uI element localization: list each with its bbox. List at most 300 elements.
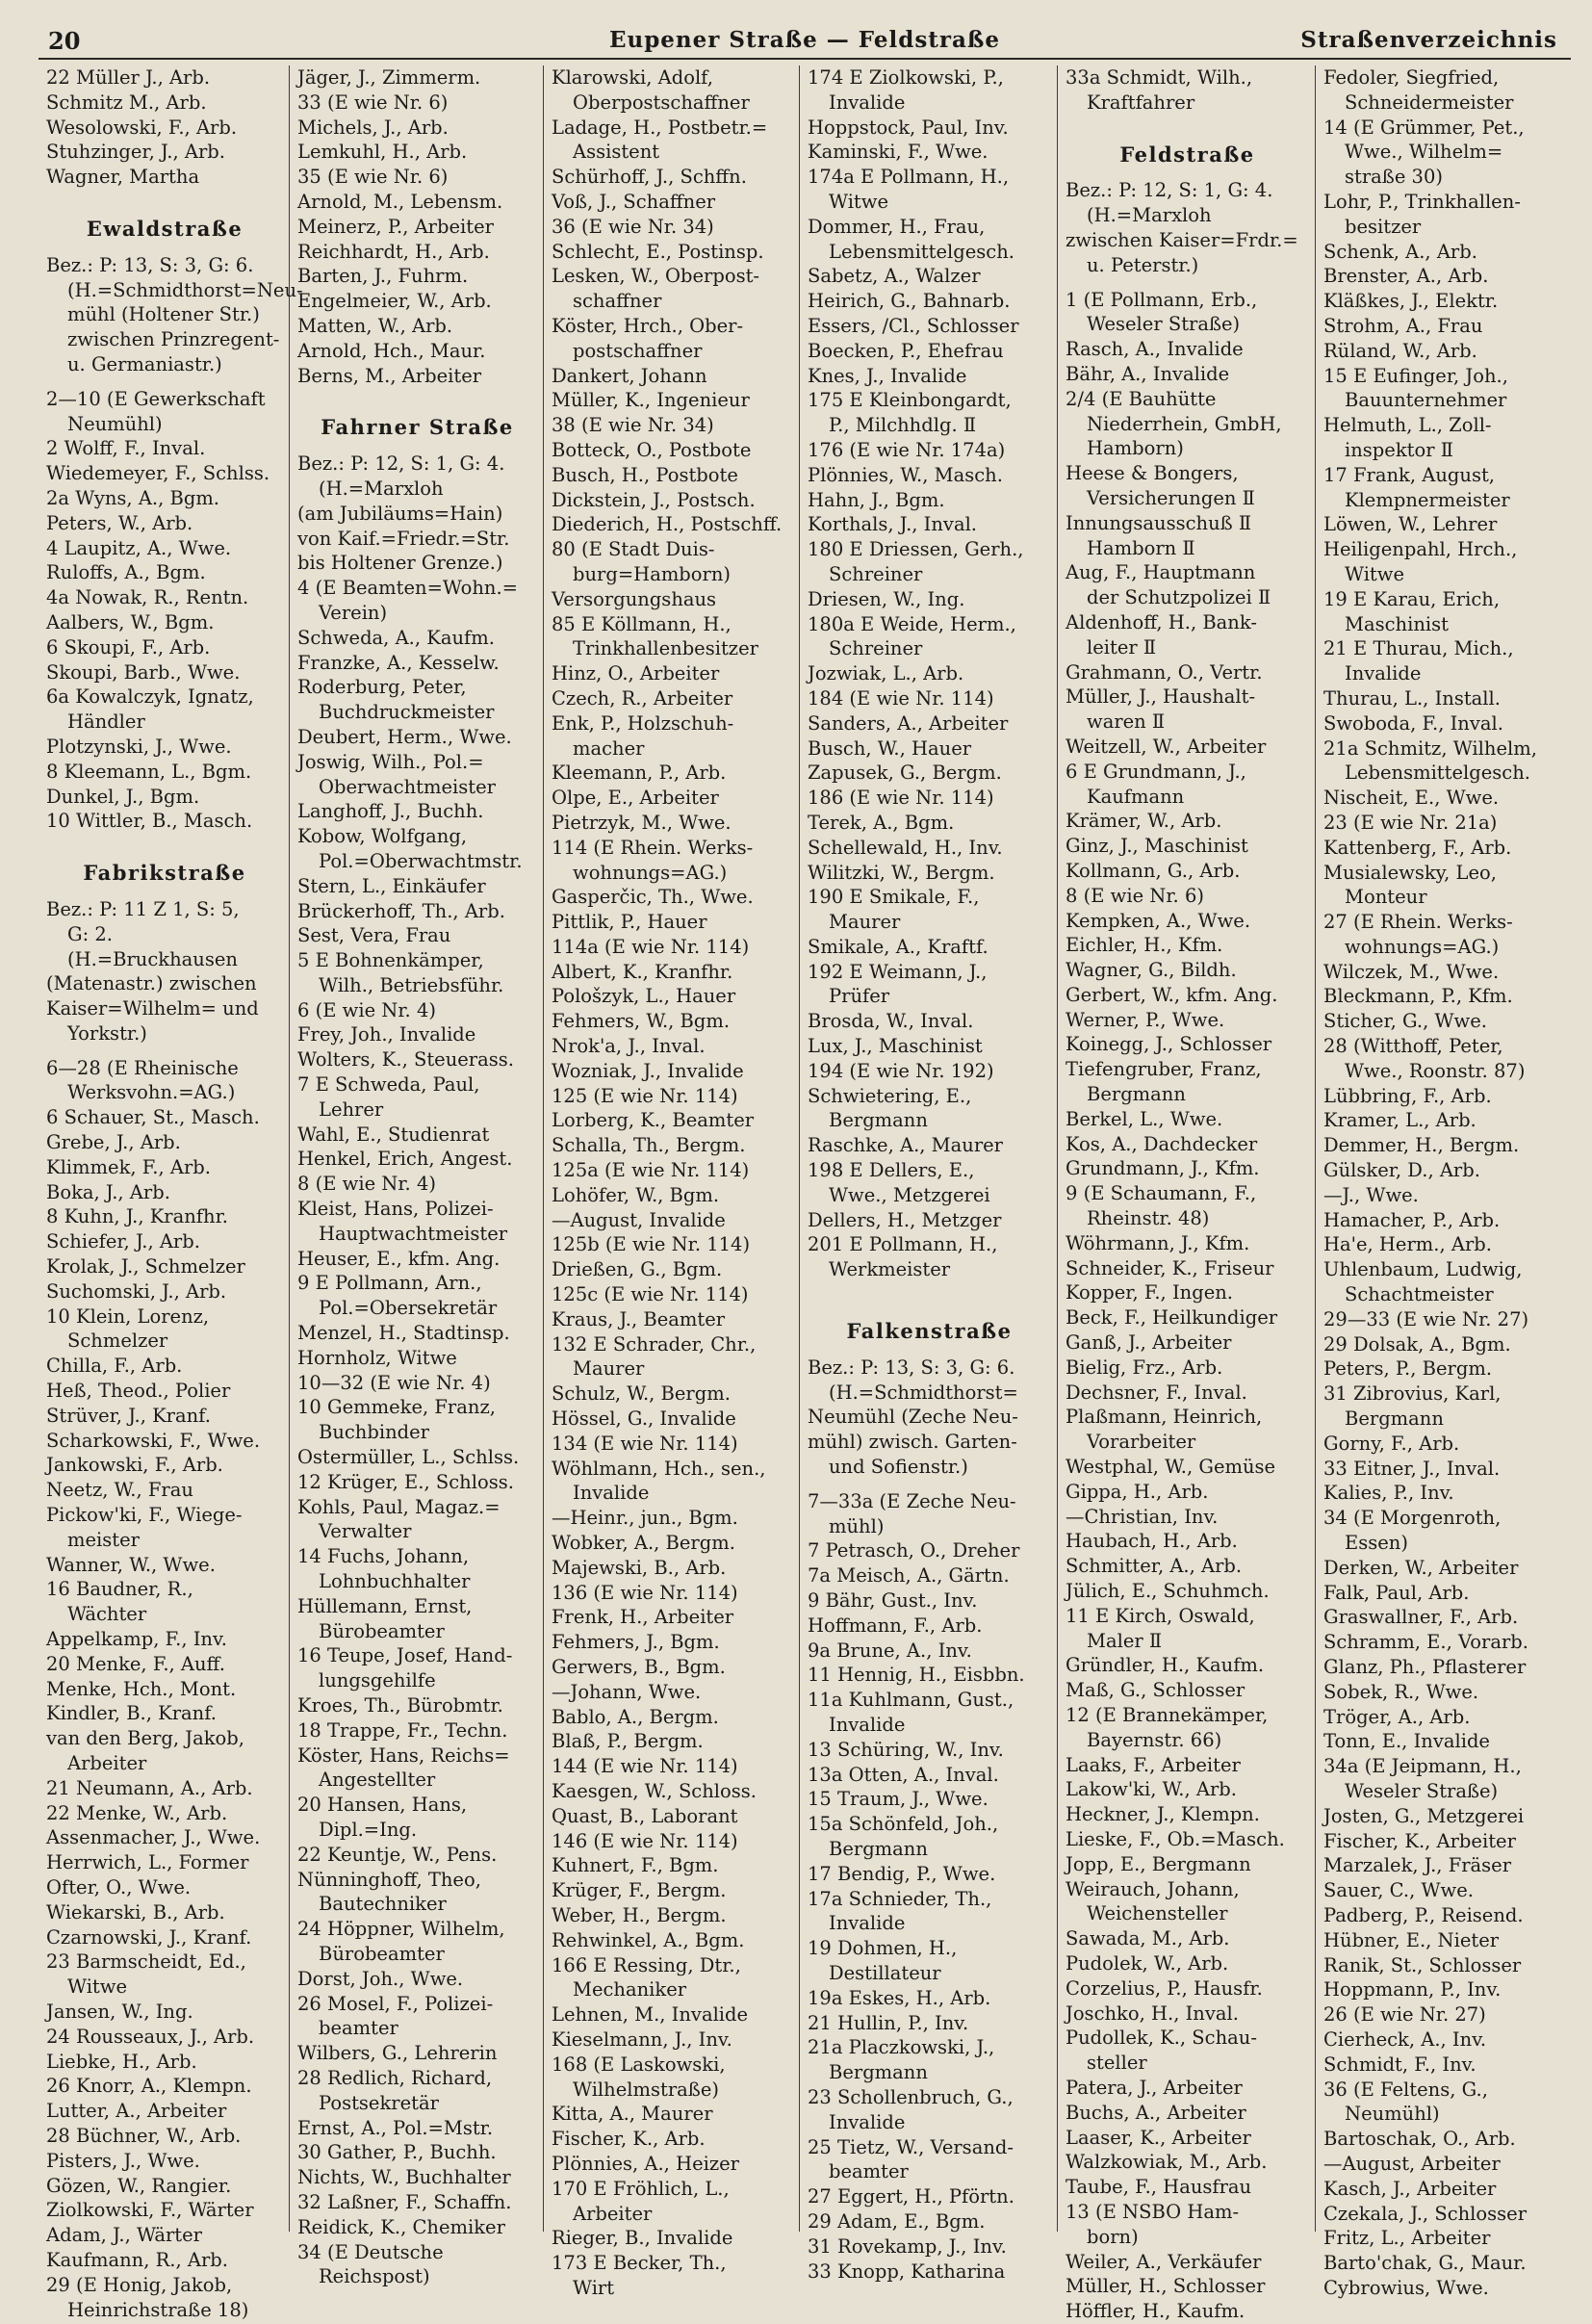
directory-entry: 8 Kleemann, L., Bgm. [46,760,252,783]
directory-entry: Schramm, E., Vorarb. [1323,1631,1528,1654]
directory-entry: Arnold, Hch., Maur. [297,339,486,362]
directory-entry: Dunkel, J., Bgm. [46,785,200,808]
directory-entry: 15 Traum, J., Wwe. [808,1788,989,1811]
directory-entry: Hoppstock, Paul, Inv. [808,116,1009,139]
directory-entry: Kaiser=Wilhelm= und [46,997,259,1020]
directory-entry: Kramer, L., Arb. [1323,1109,1476,1132]
directory-entry: Graswallner, F., Arb. [1323,1606,1519,1629]
directory-entry: Nichts, W., Buchhalter [297,2166,511,2189]
directory-entry: Blaß, P., Bergm. [552,1730,704,1753]
directory-entry: Sest, Vera, Frau [297,924,451,947]
entry-continuation: Assistent [573,141,660,164]
directory-entry: Gülsker, D., Arb. [1323,1159,1480,1182]
directory-entry: 10 Gemmeke, Franz, [297,1396,496,1419]
directory-entry: Löwen, W., Lehrer [1323,513,1498,536]
entry-continuation: mühl (Holtener Str.) [67,303,260,326]
directory-entry: 114 (E Rhein. Werks- [552,836,754,859]
directory-entry: 33 (E wie Nr. 6) [297,90,449,114]
directory-entry: 180 E Driessen, Gerh., [808,538,1024,561]
directory-entry: Lehnen, M., Invalide [552,2003,749,2027]
column-6 [1315,65,1571,2299]
directory-entry: 19a Eskes, H., Arb. [808,1986,991,2009]
directory-entry: 26 (E wie Nr. 27) [1323,2003,1486,2027]
entry-continuation: der Schutzpolizei Ⅱ [1087,586,1271,609]
directory-entry: Köster, Hans, Reichs= [297,1743,510,1767]
directory-entry: Werner, P., Wwe. [1066,1008,1225,1031]
directory-entry: 26 Knorr, A., Klempn. [46,2075,252,2098]
directory-entry: 7—33a (E Zeche Neu- [808,1489,1016,1512]
directory-entry: Hoppmann, P., Inv. [1323,1978,1502,2001]
directory-entry: Grahmann, O., Vertr. [1066,660,1263,684]
directory-entry: 173 E Becker, Th., [552,2252,727,2275]
directory-entry: 20 Hansen, Hans, [297,1794,468,1817]
directory-entry: Sobek, R., Wwe. [1323,1680,1479,1703]
directory-entry: Quast, B., Laborant [552,1804,738,1827]
directory-entry: Heckner, J., Klempn. [1066,1803,1260,1826]
entry-continuation: Schreiner [829,637,923,660]
directory-entry: Driesen, W., Ing. [808,587,965,610]
directory-entry: —August, Invalide [552,1208,726,1231]
directory-entry: Demmer, H., Bergm. [1323,1134,1520,1157]
directory-entry: Sanders, A., Arbeiter [808,711,1009,735]
directory-entry: 176 (E wie Nr. 174a) [808,438,1006,461]
directory-entry: Bez.: P: 12, S: 1, G: 4. [1066,179,1273,202]
directory-entry: Boecken, P., Ehefrau [808,339,1004,362]
entry-continuation: wohnungs=AG.) [1345,935,1500,958]
entry-continuation: Oberpostschaffner [573,90,750,114]
directory-entry: Westphal, W., Gemüse [1066,1456,1276,1479]
directory-entry: 28 Redlich, Richard, [297,2066,493,2089]
directory-entry: Cybrowius, Wwe. [1323,2276,1489,2299]
directory-entry: Schulz, W., Bergm. [552,1382,731,1406]
entry-continuation: Invalide [573,1482,650,1505]
spacer [46,377,283,387]
entry-continuation: Arbeiter [573,2202,653,2225]
directory-entry: Skoupi, Barb., Wwe. [46,660,241,684]
directory-entry: 10—32 (E wie Nr. 4) [297,1371,491,1394]
directory-entry: Bez.: P: 12, S: 1, G: 4. [297,452,505,476]
directory-entry: 29 (E Honig, Jakob, [46,2273,233,2296]
directory-entry: 24 Rousseaux, J., Arb. [46,2025,255,2048]
entry-continuation: Verein) [319,601,388,624]
directory-entry: Gippa, H., Arb. [1066,1480,1209,1503]
directory-entry: Menke, Hch., Mont. [46,1677,237,1700]
directory-entry: Wöhlmann, Hch., sen., [552,1457,766,1480]
directory-entry: Brückerhoff, Th., Arb. [297,899,505,922]
entry-continuation: Arbeiter [67,1752,147,1774]
entry-continuation: Dipl.=Ing. [319,1818,418,1841]
entry-continuation: Wwe., Metzgerei [829,1183,990,1206]
directory-entry: Pittlik, P., Hauer [552,911,707,934]
directory-entry: 175 E Kleinbongardt, [808,389,1012,412]
column-2 [289,65,543,2288]
directory-entry: Ha'e, Herm., Arb. [1323,1233,1492,1256]
directory-entry: Schmidt, F., Inv. [1323,2053,1476,2076]
directory-entry: Cierheck, A., Inv. [1323,2027,1487,2051]
entry-continuation: Mechaniker [573,1978,687,2001]
directory-entry: Adam, J., Wärter [46,2224,202,2247]
entry-continuation: Pol.=Obersekretär [319,1297,498,1320]
entry-continuation: Bayernstr. 66) [1087,1728,1222,1751]
directory-entry: Dorst, Joh., Wwe. [297,1967,464,1990]
directory-entry: Wanner, W., Wwe. [46,1553,216,1576]
directory-entry: Czekala, J., Schlosser [1323,2202,1528,2225]
directory-entry: Meinerz, P., Arbeiter [297,215,494,238]
directory-entry: Rasch, A., Invalide [1066,338,1244,361]
directory-entry: Pietrzyk, M., Wwe. [552,811,732,834]
directory-entry: Tröger, A., Arb. [1323,1705,1471,1728]
entry-continuation: Neumühl) [67,412,163,435]
entry-continuation: Werkmeister [829,1258,951,1281]
directory-entry: 144 (E wie Nr. 114) [552,1755,738,1778]
directory-entry: Ginz, J., Maschinist [1066,835,1248,858]
directory-entry: Derken, W., Arbeiter [1323,1556,1519,1579]
directory-entry: Ruloffs, A., Bgm. [46,561,206,584]
directory-entry: 33 Eitner, J., Inval. [1323,1457,1501,1480]
directory-entry: Bähr, A., Invalide [1066,362,1230,385]
directory-entry: Josten, G., Metzgerei [1323,1804,1525,1827]
directory-entry: Bablo, A., Bergm. [552,1705,719,1728]
directory-entry: 6 Schauer, St., Masch. [46,1106,260,1129]
directory-entry: 146 (E wie Nr. 114) [552,1829,738,1852]
directory-entry: Sticher, G., Wwe. [1323,1010,1487,1033]
directory-entry: Lorberg, K., Beamter [552,1109,755,1132]
directory-entry: Ernst, A., Pol.=Mstr. [297,2116,494,2139]
entry-continuation: Maschinist [1345,612,1449,635]
directory-entry: Klarowski, Adolf, [552,66,713,89]
directory-entry: 29 Adam, E., Bgm. [808,2209,986,2233]
directory-entry: Wiekarski, B., Arb. [46,1900,225,1924]
directory-entry: Ganß, J., Arbeiter [1066,1331,1232,1355]
directory-entry: Diederich, H., Postschff. [552,513,783,536]
directory-entry: Stern, L., Einkäufer [297,874,486,897]
directory-entry: 174 E Ziolkowski, P., [808,66,1004,89]
directory-entry: 11a Kuhlmann, Gust., [808,1689,1014,1712]
directory-entry: Henkel, Erich, Angest. [297,1148,513,1171]
directory-entry: Majewski, B., Arb. [552,1556,727,1579]
directory-entry: 34 (E Morgenroth, [1323,1507,1502,1530]
entry-continuation: Invalide [829,90,906,114]
entry-continuation: Wilhelmstraße) [573,2078,719,2101]
directory-entry: Fischer, K., Arb. [552,2128,706,2151]
directory-entry: Matten, W., Arb. [297,314,453,337]
directory-entry: Rehwinkel, A., Bgm. [552,1928,745,1951]
directory-entry: Grebe, J., Arb. [46,1131,181,1154]
entry-continuation: Kraftfahrer [1087,90,1195,114]
directory-entry: Wilitzki, W., Bergm. [808,861,995,884]
directory-entry: Uhlenbaum, Ludwig, [1323,1258,1523,1281]
directory-entry: Weirauch, Johann, [1066,1877,1240,1900]
running-title: Eupener Straße — Feldstraße [608,27,1001,53]
entry-continuation: Oberwachtmeister [319,775,496,798]
directory-entry: Krämer, W., Arb. [1066,810,1222,833]
entry-continuation: Klempnermeister [1345,488,1510,511]
directory-entry: 12 (E Brannekämper, [1066,1704,1269,1726]
entry-continuation: beamter [319,2017,398,2040]
directory-entry: Nischeit, E., Wwe. [1323,787,1500,810]
directory-entry: Lutter, A., Arbeiter [46,2100,227,2123]
directory-entry: Wesolowski, F., Arb. [46,116,238,139]
directory-entry: Corzelius, P., Hausfr. [1066,1976,1263,2000]
directory-entry: Hinz, O., Arbeiter [552,662,720,685]
directory-entry: Hornholz, Witwe [297,1346,457,1369]
section-title: Straßenverzeichnis [1300,27,1557,53]
directory-entry: Berns, M., Arbeiter [297,364,482,387]
directory-entry: Weitzell, W., Arbeiter [1066,735,1267,758]
directory-entry: Grundmann, J., Kfm. [1066,1157,1260,1180]
spacer [46,1046,283,1056]
directory-entry: Hössel, G., Invalide [552,1407,736,1431]
entry-continuation: u. Germaniastr.) [67,352,222,375]
directory-entry: Krolak, J., Schmelzer [46,1255,245,1278]
directory-entry: Lübbring, F., Arb. [1323,1084,1492,1107]
directory-entry: Glanz, Ph., Pflasterer [1323,1656,1527,1678]
directory-entry: Wilczek, M., Wwe. [1323,960,1500,983]
entry-continuation: Bürobeamter [319,1942,445,1965]
entry-continuation: Witwe [67,1975,128,1999]
directory-entry: 14 (E Grümmer, Pet., [1323,116,1525,139]
directory-entry: Kroes, Th., Bürobmtr. [297,1694,503,1717]
directory-entry: 125b (E wie Nr. 114) [552,1233,751,1256]
entry-continuation: Versicherungen Ⅱ [1087,486,1255,509]
directory-entry: Czech, R., Arbeiter [552,686,733,710]
entry-continuation: Witwe [829,190,889,213]
directory-entry: Kattenberg, F., Arb. [1323,836,1512,859]
directory-entry: Sawada, M., Arb. [1066,1927,1230,1950]
directory-entry: Scharkowski, F., Wwe. [46,1429,261,1452]
directory-entry: Fedoler, Siegfried, [1323,66,1500,89]
entry-continuation: Schreiner [829,562,923,585]
directory-entry: 17 Bendig, P., Wwe. [808,1862,996,1885]
directory-entry: 170 E Fröhlich, L., [552,2177,730,2200]
entry-continuation: Invalide [829,2110,906,2133]
directory-entry: Terek, A., Bgm. [808,811,955,834]
directory-entry: Kempken, A., Wwe. [1066,909,1251,932]
entry-continuation: Bergmann [1345,1407,1444,1431]
directory-entry: Schalla, Th., Bergm. [552,1134,746,1157]
directory-entry: 11 E Kirch, Oswald, [1066,1604,1255,1627]
directory-entry: Klimmek, F., Arb. [46,1155,211,1178]
directory-entry: Chilla, F., Arb. [46,1355,183,1378]
directory-entry: Höffler, H., Kaufm. [1066,2300,1245,2323]
directory-entry: Wagner, Martha [46,166,200,189]
directory-entry: 4 Laupitz, A., Wwe. [46,536,232,559]
directory-entry: Barten, J., Fuhrm. [297,265,469,288]
entry-continuation: Lohnbuchhalter [319,1570,471,1593]
directory-entry: Plotzynski, J., Wwe. [46,735,232,758]
directory-entry: Köster, Hrch., Ober- [552,314,744,337]
directory-entry: 7 E Schweda, Paul, [297,1073,480,1097]
directory-entry: 23 Schollenbruch, G., [808,2085,1014,2108]
directory-entry: 31 Zibrovius, Karl, [1323,1382,1502,1406]
directory-entry: Plönnies, A., Heizer [552,2152,739,2175]
directory-entry: Dellers, H., Metzger [808,1208,1002,1231]
entry-continuation: Monteur [1345,886,1427,909]
directory-entry: 28 (Witthoff, Peter, [1323,1035,1503,1058]
directory-entry: 9 E Pollmann, Arn., [297,1272,482,1295]
entry-continuation: Schmelzer [67,1330,168,1353]
directory-entry: Gerbert, W., kfm. Ang. [1066,983,1278,1006]
directory-entry: Kitta, A., Maurer [552,2103,713,2126]
directory-entry: Voß, J., Schaffner [552,190,716,213]
directory-entry: Gründler, H., Kaufm. [1066,1654,1265,1677]
directory-entry: Kleist, Hans, Polizei- [297,1198,494,1221]
entry-continuation: Wwe., Wilhelm= [1345,141,1503,164]
directory-entry: Eichler, H., Kfm. [1066,934,1223,957]
entry-continuation: Hamborn Ⅱ [1087,536,1195,559]
directory-entry: 21 Neumann, A., Arb. [46,1776,253,1799]
directory-entry: Gorny, F., Arb. [1323,1432,1460,1455]
directory-entry: 23 Barmscheidt, Ed., [46,1950,246,1974]
entry-continuation: burg=Hamborn) [573,562,732,585]
directory-entry: Dickstein, J., Postsch. [552,488,756,511]
entry-continuation: Wächter [67,1603,147,1626]
directory-entry: Strüver, J., Kranf. [46,1404,211,1427]
directory-entry: Joswig, Wilh., Pol.= [297,750,484,773]
directory-entry: 2—10 (E Gewerkschaft [46,387,266,410]
directory-entry: Kläßkes, J., Elektr. [1323,290,1499,313]
directory-entry: Schweda, A., Kaufm. [297,626,495,649]
directory-entry: 9a Brune, A., Inv. [808,1639,972,1662]
entry-continuation: postschaffner [573,339,703,362]
directory-entry: Heiligenpahl, Hrch., [1323,538,1518,561]
directory-entry: Lesken, W., Oberpost- [552,265,760,288]
directory-entry: Rieger, B., Invalide [552,2227,733,2250]
directory-entry: Kaminski, F., Wwe. [808,141,989,164]
directory-entry: 21a Schmitz, Wilhelm, [1323,736,1537,760]
entry-continuation: Hamborn) [1087,437,1184,460]
directory-entry: Fischer, K., Arbeiter [1323,1829,1516,1852]
directory-entry: 14 Fuchs, Johann, [297,1545,470,1568]
directory-entry: 31 Rovekamp, J., Inv. [808,2234,1007,2258]
entry-continuation: und Sofienstr.) [829,1456,968,1479]
entry-continuation: P., Milchhdlg. Ⅱ [829,414,977,437]
directory-entry: Müller, H., Schlosser [1066,2275,1266,2298]
directory-entry: Bartoschak, O., Arb. [1323,2128,1516,2151]
directory-entry: Heese & Bongers, [1066,462,1239,485]
directory-entry: Müller, K., Ingenieur [552,389,750,412]
directory-entry: 10 Wittler, B., Masch. [46,810,253,833]
entry-continuation: Händler [67,710,145,734]
directory-entry: 25 Tietz, W., Versand- [808,2135,1014,2158]
directory-entry: Schenk, A., Arb. [1323,240,1477,263]
directory-entry: 27 (E Rhein. Werks- [1323,911,1513,934]
directory-entry: 19 E Karau, Erich, [1323,587,1501,610]
directory-entry: Strohm, A., Frau [1323,314,1483,337]
directory-entry: Kos, A., Dachdecker [1066,1132,1258,1155]
directory-entry: Kasch, J., Arbeiter [1323,2177,1497,2200]
directory-entry: Fehmers, J., Bgm. [552,1631,720,1654]
entry-continuation: inspektor Ⅱ [1345,438,1453,461]
directory-entry: Boka, J., Arb. [46,1180,170,1203]
directory-entry: 21a Placzkowski, J., [808,2036,995,2059]
directory-entry: 114a (E wie Nr. 114) [552,935,750,958]
directory-entry: Kindler, B., Kranf. [46,1702,217,1725]
directory-entry: Raschke, A., Maurer [808,1134,1004,1157]
column-4 [799,65,1057,2283]
directory-entry: 7a Meisch, A., Gärtn. [808,1564,1010,1588]
directory-entry: Aalbers, W., Bgm. [46,610,215,633]
directory-entry: Stuhzinger, J., Arb. [46,141,225,164]
entry-continuation: (H.=Schmidthorst=Neu- [67,278,303,301]
directory-entry: —August, Arbeiter [1323,2152,1501,2175]
entry-continuation: Buchdruckmeister [319,701,495,724]
directory-entry: 125a (E wie Nr. 114) [552,1159,750,1182]
directory-entry: Koinegg, J., Schlosser [1066,1033,1272,1056]
directory-entry: 11 Hennig, H., Eisbbn. [808,1664,1025,1687]
entry-continuation: Pol.=Oberwachtmstr. [319,849,523,872]
entry-continuation: Lebensmittelgesch. [829,240,1014,263]
directory-entry: Jozwiak, L., Arb. [808,662,964,685]
street-heading: Falkenstraße [846,1319,1013,1344]
directory-entry: Neumühl (Zeche Neu- [808,1406,1018,1429]
entry-continuation: macher [573,736,645,760]
entry-continuation: Essen) [1345,1532,1408,1555]
directory-entry: 15a Schönfeld, Joh., [808,1813,999,1836]
directory-entry: Olpe, E., Arbeiter [552,787,719,810]
directory-entry: Pudolek, W., Arb. [1066,1951,1229,1975]
directory-entry: 34a (E Jeipmann, H., [1323,1755,1522,1778]
directory-entry: Wiedemeyer, F., Schlss. [46,462,270,485]
directory-entry: 35 (E wie Nr. 6) [297,166,449,189]
directory-entry: Bielig, Frz., Arb. [1066,1356,1223,1379]
directory-entry: 13 (E NSBO Ham- [1066,2200,1240,2223]
directory-entry: Bleckmann, P., Kfm. [1323,985,1513,1008]
entry-continuation: Invalide [829,1714,906,1736]
directory-entry: Ziolkowski, F., Wärter [46,2199,254,2222]
directory-entry: Lakow'ki, W., Arb. [1066,1778,1237,1801]
directory-entry: Kalies, P., Inv. [1323,1482,1454,1505]
page-header [39,21,1571,60]
directory-entry: Beck, F., Heilkundiger [1066,1306,1278,1330]
directory-entry: 22 Keuntje, W., Pens. [297,1843,498,1866]
entry-continuation: (H.=Bruckhausen [67,947,238,970]
street-heading: Ewaldstraße [86,216,244,241]
entry-continuation: Bergmann [1087,1083,1186,1106]
directory-entry: 190 E Smikale, F., [808,886,980,909]
directory-entry: 2a Wyns, A., Bgm. [46,486,220,509]
directory-entry: Aldenhoff, H., Bank- [1066,610,1257,633]
directory-entry: 6—28 (E Rheinische [46,1056,239,1079]
directory-entry: Patera, J., Arbeiter [1066,2076,1243,2099]
directory-entry: Wilbers, G., Lehrerin [297,2042,498,2065]
directory-entry: 184 (E wie Nr. 114) [808,686,994,710]
directory-entry: Hübner, E., Nieter [1323,1928,1500,1951]
entry-continuation: Niederrhein, GmbH, [1087,412,1282,435]
directory-entry: 8 Kuhn, J., Kranfhr. [46,1205,228,1228]
directory-entry: Kieselmann, J., Inv. [552,2027,732,2051]
entry-continuation: born) [1087,2225,1139,2248]
entry-continuation: Weichensteller [1087,1902,1228,1925]
directory-entry: Helmuth, L., Zoll- [1323,414,1492,437]
directory-entry: 6 E Grundmann, J., [1066,760,1246,783]
directory-entry: Dankert, Johann [552,364,707,387]
directory-entry: Jülich, E., Schuhmch. [1066,1580,1270,1603]
directory-entry: 38 (E wie Nr. 34) [552,414,714,437]
directory-entry: Frenk, H., Arbeiter [552,1606,734,1629]
directory-entry: Nrok'a, J., Inval. [552,1035,706,1058]
directory-entry: Peters, P., Bergm. [1323,1357,1493,1381]
directory-entry: Taube, F., Hausfrau [1066,2176,1252,2199]
directory-entry: 5 E Bohnenkämper, [297,949,484,972]
directory-entry: Innungsausschuß Ⅱ [1066,511,1252,534]
directory-entry: Brenster, A., Arb. [1323,265,1489,288]
directory-entry: Kleemann, P., Arb. [552,762,727,785]
entry-continuation: zwischen Prinzregent- [67,328,280,351]
directory-entry: Bez.: P: 13, S: 3, G: 6. [46,253,254,276]
directory-entry: Sabetz, A., Walzer [808,265,981,288]
directory-entry: Peters, W., Arb. [46,511,193,534]
